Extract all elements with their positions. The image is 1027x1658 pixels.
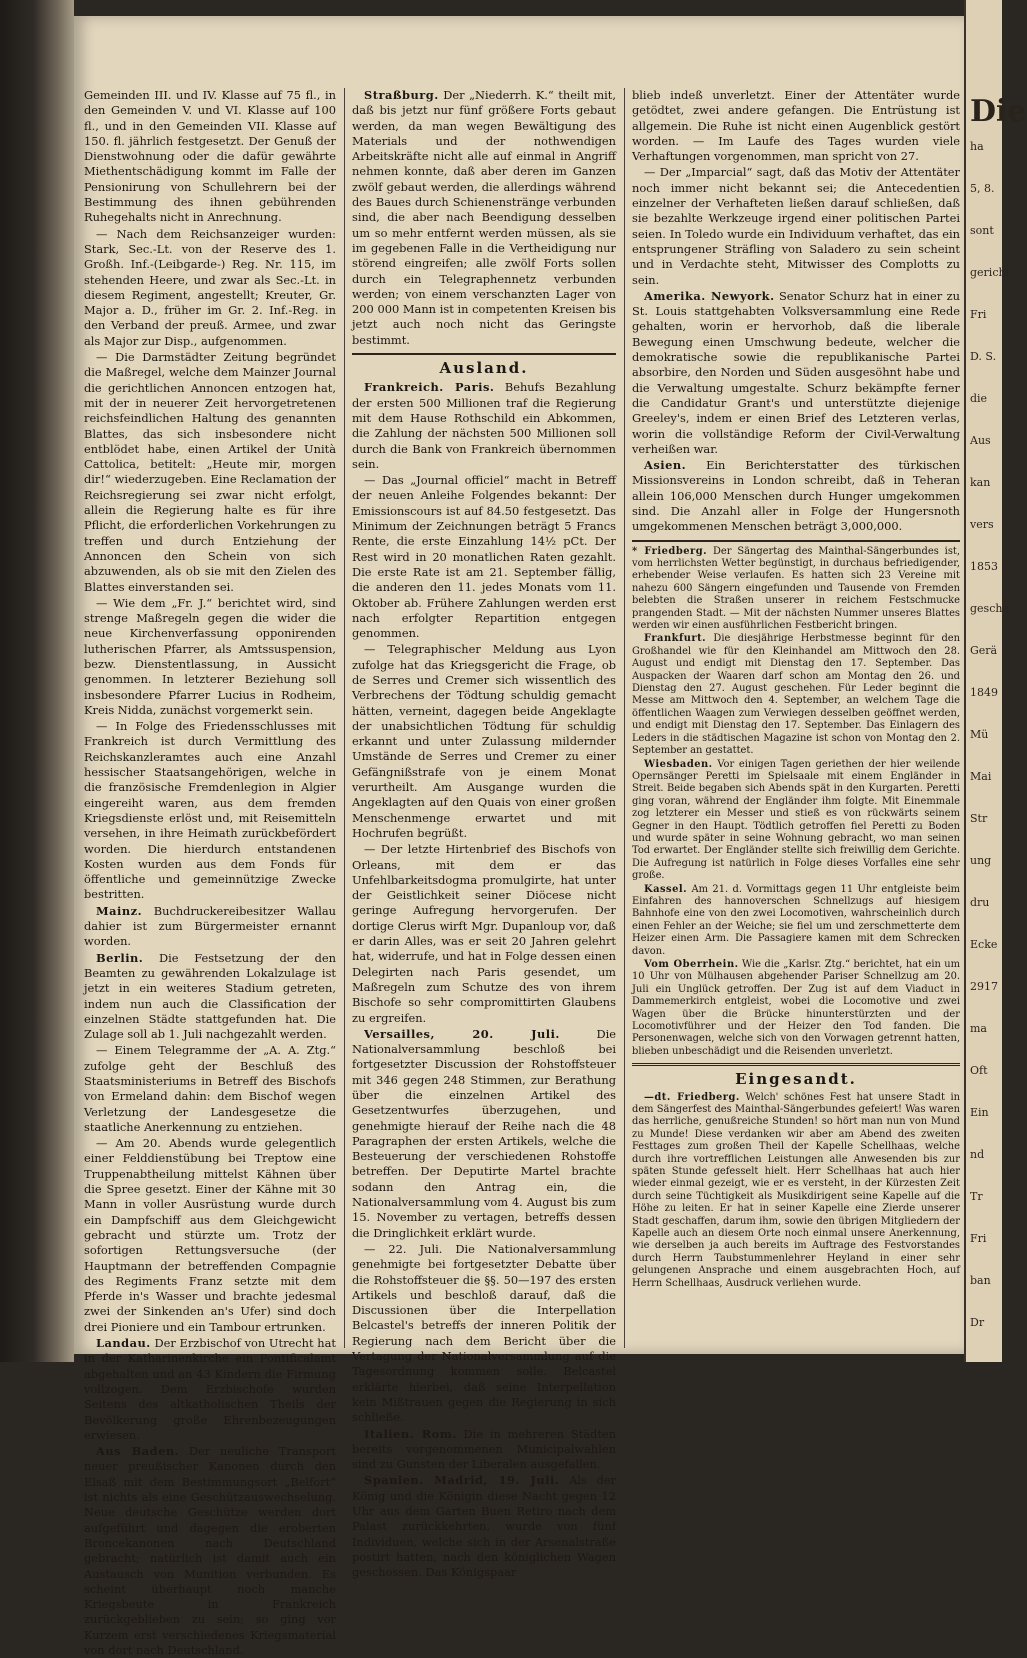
article-paragraph <box>352 380 616 472</box>
article-paragraph <box>352 88 616 348</box>
article-text: Als der König und die Königin diese Nacht gegen 12 Uhr aus dem Garten Buen Retiro nach dem Palast zurückkehrten, wurde von fünf Individuen, welche sich in der Arsenalstraße postirt hatten, nach den königlichen Wagen geschossen. Das Königspaar <box>352 1473 617 1580</box>
facing-page-fragment: D. S. <box>970 350 997 363</box>
article-paragraph <box>352 642 616 841</box>
article-text: Die diesjährige Herbstmesse beginnt für den Großhandel wie für den Kleinhandel am Mittwoch den 28. August und endigt mit Dienstag den 17. September. Das Auspacken der Waaren darf schon am Montag den 26. und Dienstag den 27. August geschehen. Für Leder beginnt die Messe am Mittwoch den 4. September, an welchem Tage die öffentlichen Waagen zum Verwiegen desselben geöffnet werden, und endigt mit Dienstag den 17. September. Das Einlagern des Leders in die städtischen Magazine ist schon von Montag den 2. September an gestattet. <box>632 633 960 757</box>
article-dateline: * Friedberg. <box>632 545 708 557</box>
article-paragraph <box>632 633 960 757</box>
facing-page-fragment: 2917 <box>970 980 998 993</box>
article-dateline: Aus Baden. <box>96 1444 180 1459</box>
facing-page-fragment: 5, 8. <box>970 182 995 195</box>
article-text: Welch' schönes Fest hat unsere Stadt in dem Sängerfest des Mainthal-Sängerbundes gefeiert! Was waren das herrliche, genußreiche Stunden! so hört man nun von Mund zu Munde! Diese verdanken wir aber am Abend des zweiten Festtages zum großen Theil der Kapelle Schellhaas, welche durch ihre vortrefflichen Leistungen alle Anwesenden bis zur späten Stunde gefesselt hielt. Herr Schellhaas hat auch hier wieder einmal gezeigt, wie er es versteht, in der Kürzesten Zeit durch seine Tüchtigkeit als Musikdirigent seine Kapelle auf die Höhe zu leiten. Er hat in seiner Kapelle eine Zierde unserer Stadt geschaffen, darum ihm, sowie den übrigen Mitgliedern der Kapelle auch an diesem Orte noch einmal unsere Anerkennung, wie derselben ja auch bereits im Auftrage des Festvorstandes durch Herrn Taubstummenlehrer Heyland in einer sehr gelungenen Ansprache und einem ausgebrachten Hoch, auf Herrn Schellhaas, Ausdruck verliehen wurde. <box>632 1091 960 1289</box>
facing-page-fragment: Gerä <box>970 644 998 657</box>
article-paragraph <box>84 1136 336 1335</box>
facing-page-fragment: vers <box>970 518 994 531</box>
facing-page-fragment: 1853 <box>970 560 998 573</box>
facing-page-fragment: Str <box>970 812 988 825</box>
column-rule-1 <box>344 88 345 1348</box>
article-paragraph <box>84 719 336 903</box>
facing-page-fragment: nd <box>970 1148 985 1161</box>
article-dateline: —dt. Friedberg. <box>644 1091 740 1103</box>
article-paragraph <box>84 904 336 950</box>
article-dateline: Amerika. Newyork. <box>644 288 775 303</box>
facing-page-fragment: 1849 <box>970 686 998 699</box>
facing-page-fragment: kan <box>970 476 991 489</box>
article-paragraph <box>84 350 336 595</box>
facing-page-fragment: Mai <box>970 770 992 783</box>
article-text: — Am 20. Abends wurde gelegentlich einer Felddienstübung bei Treptow eine Truppenabtheilung mittelst Kähnen über die Spree gesetzt. Einer der Kähne mit 30 Mann in voller Ausrüstung wurde durch ein Dampfschiff aus dem Gleichgewicht gebracht und stürzte um. Trotz der sofortigen Rettungsversuche (der Hauptmann der betreffenden Compagnie des Regiments Franz setzte mit dem Pferde in's Wasser und brachte jedesmal zwei der Sinkenden an's Ufer) sind doch drei Pioniere und ein Tambour ertrunken. <box>84 1136 336 1334</box>
article-text: Am 21. d. Vormittags gegen 11 Uhr entgleiste beim Einfahren des hannoverschen Schnellzugs auf hiesigem Bahnhofe eine von den zwei Locomotiven, wahrscheinlich durch einen Fehler an der Weiche; sie fiel um und zerschmetterte dem Heizer einen Arm. Die Passagiere kamen mit dem Schrecken davon. <box>632 883 960 957</box>
article-text: Die Festsetzung der den Beamten zu gewährenden Lokalzulage ist jetzt in ein weiteres Stadium getreten, indem nun auch die Classification der einzelnen Städte stattgefunden hat. Die Zulage soll ab 1. Juli nachgezahlt werden. <box>84 950 336 1042</box>
article-paragraph <box>632 759 960 883</box>
article-paragraph <box>352 842 616 1026</box>
article-dateline: Frankfurt. <box>644 633 707 645</box>
article-paragraph <box>352 1242 616 1426</box>
article-text: — 22. Juli. Die Nationalversammlung genehmigte bei fortgesetzter Debatte über die Rohstoffsteuer die §§. 50—197 des ersten Artikels und beschloß darauf, daß die Discussionen über die Interpellation Belcastel's betreffs der inneren Politik der Regierung nach dem Bericht über die Vertagung der Nationalversammlung auf die Tagesordnung kommen solle. Belcastel erklärte hierbei, daß seine Interpellation kein Mißtrauen gegen die Regierung in sich schließe. <box>352 1241 616 1425</box>
facing-page-fragment: Dr <box>970 1316 985 1329</box>
article-paragraph <box>84 1336 336 1443</box>
article-text: — Wie dem „Fr. J.“ berichtet wird, sind strenge Maßregeln gegen die wider die neue Kirchenverfassung opponirenden lutherischen Pfarrer, als Amtssuspension, bezw. Dienstentlassung, in Aussicht genommen. In letzterer Beziehung soll insbesondere Pfarrer Lucius in Rodheim, Kreis Nidda, zunächst vorgemerkt sein. <box>84 595 336 717</box>
article-dateline: Landau. <box>96 1336 151 1351</box>
article-text: — Einem Telegramme der „A. A. Ztg.“ zufolge geht der Beschluß des Staatsministeriums in Betreff des Bischofs von Ermeland dahin: dem Bischof wegen Verletzung der Landesgesetze die staatliche Anerkennung zu entziehen. <box>84 1043 336 1134</box>
article-dateline: Italien. Rom. <box>364 1426 457 1441</box>
column-rule-2 <box>624 88 625 1348</box>
article-text: Die Nationalversammlung beschloß bei fortgesetzter Discussion der Rohstoffsteuer mit 346 gegen 248 Stimmen, zur Berathung über die einzelnen Artikel des Gesetzentwurfes überzugehen, und genehmigte hierauf der Reihe nach die 48 Paragraphen der ersten Artikels, welche die Besteuerung der verschiedenen Rohstoffe betreffen. Der Deputirte Martel brachte sodann den Antrag ein, die Nationalversammlung vom 4. August bis zum 15. November zu vertagen, betreffs dessen die Dringlichkeit erklärt wurde. <box>352 1026 616 1240</box>
column-1 <box>84 88 336 1657</box>
article-paragraph <box>352 473 616 641</box>
article-dateline: Asien. <box>644 458 687 473</box>
facing-page-fragment: ban <box>970 1274 991 1287</box>
article-paragraph <box>84 1043 336 1135</box>
article-paragraph <box>84 951 336 1043</box>
article-text: — In Folge des Friedensschlusses mit Frankreich ist durch Vermittlung des Reichskanzleramtes auch eine Anzahl hessischer Staatsangehörigen, welche in die französische Fremdenlegion in Algier eingereiht waren, aus dem fremden Kriegsdienste erlöst und, mit Reisemitteln versehen, in ihre Heimath zurückbefördert worden. Die hierdurch entstandenen Kosten wurden aus dem Fonds für öffentliche und gemeinnützige Zwecke bestritten. <box>84 719 336 902</box>
article-dateline: Spanien. Madrid, 19. Juli. <box>364 1473 560 1488</box>
column-2 <box>352 88 617 1580</box>
article-text: Der neuliche Transport neuer preußischer Kanonen durch den Elsaß mit dem Bestimmungsort „Belfort“ ist nichts als eine Geschützauswechselung. Neue deutsche Geschütze werden dort aufgeführt und dagegen die eroberten Broncekanonen nach Deutschland gebracht; natürlich ist damit auch ein Austausch von Munition verbunden. Es scheint überhaupt noch manche Kriegsbeute in Frankreich zurückgeblieben zu sein; so ging vor Kurzem erst verschiedenes Kriegsmaterial von dort nach Deutschland. <box>84 1444 336 1657</box>
article-dateline: Frankreich. Paris. <box>364 380 495 395</box>
facing-page-fragment: gesche <box>970 602 1009 615</box>
facing-page-fragment: sont <box>970 224 994 237</box>
facing-page-fragment: Fri <box>970 1232 987 1245</box>
column-2-ausland-articles <box>352 380 616 1580</box>
article-text: Senator Schurz hat in einer zu St. Louis stattgehabten Volksversammlung eine Rede gehalten, worin er hervorhob, daß die liberale Bewegung einen Umschwung bedeute, welcher die demokratische sowie die republikanische Partei absorbire, den Norden und Süden ausgesöhnt habe und die Verwaltung umgestalte. Schurz bekämpfte ferner die Candidatur Grant's und unterstützte diejenige Greeley's, indem er einen Brief des Letzteren verlas, worin die vollständige Reform der Civil-Verwaltung verheißen war. <box>632 288 961 456</box>
facing-page-edge <box>964 0 1027 1362</box>
facing-page-fragment: Ecke <box>970 938 998 951</box>
facing-page-fragment: Fri <box>970 308 987 321</box>
facing-page-fragment: Ein <box>970 1106 989 1119</box>
column-3-top-articles <box>632 88 960 535</box>
section-separator-double <box>632 1063 960 1066</box>
section-separator <box>352 353 616 355</box>
article-dateline: Berlin. <box>96 950 144 965</box>
article-dateline: Wiesbaden. <box>644 758 713 770</box>
article-paragraph <box>352 1473 616 1580</box>
article-text: Die in mehreren Städten bereits vorgenommenen Municipalwahlen sind zu Gunsten der Liberalen ausgefallen. <box>352 1426 616 1472</box>
facing-page-fragment: ma <box>970 1022 987 1035</box>
facing-page-fragment: Tr <box>970 1190 983 1203</box>
article-dateline: Versailles, 20. Juli. <box>364 1026 560 1041</box>
article-text: Behufs Bezahlung der ersten 500 Millionen traf die Regierung mit dem Hause Rothschild ein Abkommen, die Zahlung der nächsten 500 Millionen soll durch die Bank von Frankreich übernommen sein. <box>352 380 617 471</box>
column-2-top-articles <box>352 88 616 348</box>
article-text: blieb indeß unverletzt. Einer der Attentäter wurde getödtet, zwei andere gefangen. Die Entrüstung ist allgemein. Die Ruhe ist nicht einen Augenblick gestört worden. — Im Laufe des Tages wurden viele Verhaftungen vorgenommen, man spricht von 27. <box>632 88 960 164</box>
article-paragraph <box>352 1027 616 1241</box>
article-text: — Telegraphischer Meldung aus Lyon zufolge hat das Kriegsgericht die Frage, ob de Serres und Cremer sich wissentlich des Verbrechens der Tödtung schuldig gemacht hätten, verneint, dagegen beide Angeklagte der unabsichtlichen Tödtung für schuldig erkannt und unter Zulassung mildernder Umstände de Serres und Cremer zu einer Gefängnißstrafe von je einem Monat verurtheilt. Am Ausgange wurden die Angeklagten auf den Quais von einer großen Menschenmenge erwartet und mit Hochrufen begrüßt. <box>352 642 616 840</box>
facing-page-fragment: Aus <box>970 434 991 447</box>
article-dateline: Kassel. <box>644 883 688 895</box>
facing-page-fragment: Die <box>970 94 1027 129</box>
article-paragraph <box>632 289 960 457</box>
article-text: Ein Berichterstatter des türkischen Missionsvereins in London schreibt, daß in Teheran allein 106,000 Menschen durch Hunger umgekommen sind. Die Anzahl aller in Folge der Hungersnoth umgekommenen Menschen beträgt 3,000,000. <box>632 458 961 534</box>
article-paragraph <box>632 959 960 1058</box>
article-text: Der Erzbischof von Utrecht hat in der Katharinenkirche ein Pontificalamt abgehalten und an 43 Kindern die Firmung vollzogen. Dem Erzbischofe wurden Seitens des altkatholischen Theils der Bevölkerung große Ehrenbezeugungen erwiesen. <box>84 1336 336 1442</box>
article-text: Der „Niederrh. K.“ theilt mit, daß bis jetzt nur fünf größere Forts gebaut werden, da man wegen Bewältigung des Materials und der nothwendigen Arbeitskräfte nicht alle auf einmal in Angriff nehmen konnte, daß aber deren im Ganzen zwölf gebaut werden, die allerdings während des Baues durch Schienenstränge verbunden sind, die aber nach Beendigung desselben um so mehr entfernt werden müssen, als sie im gegebenen Falle in die Vertheidigung nur störend eingreifen; alle zwölf Forts sollen durch ein Telegraphennetz verbunden werden; von einem verschanzten Lager von 200 000 Mann ist in competenten Kreisen bis jetzt auch noch nicht das Geringste bestimmt. <box>352 88 616 347</box>
column-3-eingesandt <box>632 1092 960 1291</box>
facing-page-fragment: dru <box>970 896 990 909</box>
article-paragraph <box>632 546 960 633</box>
article-text: Der Sängertag des Mainthal-Sängerbundes ist, vom herrlichsten Wetter begünstigt, in durchaus befriedigender, erhebender Weise verlaufen. Es hatten sich 23 Vereine mit nahezu 600 Sängern eingefunden und Tausende von Fremden belebten die Straßen unserer in reichem Festschmucke prangenden Stadt. — Mit der nächsten Nummer unseres Blattes werden wir einen ausführlichen Festbericht bringen. <box>632 545 960 632</box>
article-paragraph <box>632 1092 960 1291</box>
article-paragraph <box>84 227 336 349</box>
article-text: — Die Darmstädter Zeitung begründet die Maßregel, welche dem Mainzer Journal die gerichtlichen Annoncen entzogen hat, mit der in neuerer Zeit hervorgetretenen reichsfeindlichen Haltung des genannten Blattes, das sich insbesondere nicht entblödet habe, einen Artikel der Unità Cattolica, betitelt: „Heute mir, morgen dir!“ wiederzugeben. Eine Reclamation der Reichsregierung sei zwar nicht erfolgt, allein die Regierung halte es für ihre Pflicht, die erforderlichen Vorkehrungen zu treffen und durch Entziehung der Annoncen den Schein von sich abzuwenden, als ob sie mit den Zielen des Blattes einverstanden sei. <box>84 350 336 594</box>
article-paragraph <box>632 165 960 287</box>
article-text: Buchdruckereibesitzer Wallau dahier ist zum Bürgermeister ernannt worden. <box>84 903 336 949</box>
article-text: Vor einigen Tagen geriethen der hier weilende Opernsänger Peretti im Spielsaale mit einem Engländer in Streit. Beide begaben sich Abends spät in den Kurgarten. Peretti ging voran, während der Engländer ihm folgte. Mit Einemmale zog letzterer ein Messer und stieß es von rückwärts seinem Gegner in den Haupt. Tödtlich getroffen fiel Peretti zu Boden und wurde später in seine Wohnung gebracht, wo man seinen Tod erwartet. Der Engländer stellte sich freiwillig dem Gerichte. Die Aufregung ist natürlich in Folge dieses Vorfalles eine sehr große. <box>632 758 961 882</box>
article-paragraph <box>84 596 336 718</box>
article-paragraph <box>352 1427 616 1473</box>
facing-page-fragment: Oft <box>970 1064 988 1077</box>
article-dateline: Straßburg. <box>364 88 439 102</box>
article-text: — Der letzte Hirtenbrief des Bischofs von Orleans, mit dem er das Unfehlbarkeitsdogma promulgirte, hat unter der Geistlichkeit seiner Diöcese nicht geringe Aufregung hervorgerufen. Der dortige Clerus wirft Mgr. Dupanloup vor, daß er darin Alles, was er seit 20 Jahren gelehrt hat, widerrufe, und hat in Folge dessen einen Delegirten nach Paris gesendet, um Maßregeln zum Schutze des von ihrem Bischofe so sehr compromittirten Glaubens zu ergreifen. <box>352 842 616 1025</box>
article-paragraph <box>84 88 336 226</box>
section-separator <box>632 540 960 542</box>
article-dateline: Vom Oberrhein. <box>644 959 739 971</box>
article-paragraph <box>632 458 960 534</box>
section-heading-eingesandt: Eingesandt. <box>735 1070 857 1089</box>
facing-page-fragment: Mü <box>970 728 989 741</box>
article-paragraph <box>632 884 960 958</box>
facing-page-fragment: ha <box>970 140 984 153</box>
article-dateline: Mainz. <box>96 903 143 918</box>
article-paragraph <box>84 1444 336 1658</box>
article-text: Wie die „Karlsr. Ztg.“ berichtet, hat ein um 10 Uhr von Mülhausen abgehender Pariser Schnellzug am 20. Juli ein Unglück getroffen. Der Zug ist auf dem Viaduct in Dammemerkirch entgleist, wobei die Locomotive und zwei Wagen über die Brücke hinunterstürzten und der Locomotivführer und der Heizer den Tod fanden. Die Personenwagen, welche sich von den Vorwagen getrennt hatten, blieben unbeschädigt und die Reisenden unverletzt. <box>632 959 960 1057</box>
facing-page-fragment: gericht <box>970 266 1010 279</box>
column-3 <box>632 88 960 1348</box>
section-heading-ausland: Ausland. <box>439 359 529 378</box>
article-text: — Das „Journal officiel“ macht in Betreff der neuen Anleihe Folgendes bekannt: Der Emissionscours ist auf 84.50 festgesetzt. Das Minimum der Zeichnungen beträgt 5 Francs Rente, die erste Einzahlung 14½ pCt. Der Rest wird in 20 monatlichen Raten gezahlt. Die erste Rate ist am 21. September fällig, die anderen den 11. jedes Monats vom 11. Oktober ab. Frühere Zahlungen werden erst nach erfolgter Repartition entgegen genommen. <box>352 473 616 641</box>
article-paragraph <box>632 88 960 164</box>
book-binding <box>0 0 74 1362</box>
facing-page-fragment: ung <box>970 854 992 867</box>
article-text: Gemeinden III. und IV. Klasse auf 75 fl., in den Gemeinden V. und VI. Klasse auf 100 fl., und in den Gemeinden VII. Klasse auf 150. fl. jährlich festgesetzt. Der Genuß der Dienstwohnung oder die dafür gewährte Miethentschädigung kommt im Falle der Pensionirung von Schullehrern bei der Bestimmung des ihnen gebührenden Ruhegehalts nicht in Anrechnung. <box>84 88 336 225</box>
article-text: — Nach dem Reichsanzeiger wurden: Stark, Sec.-Lt. von der Reserve des 1. Großh. Inf.-(Leibgarde-) Reg. Nr. 115, im stehenden Heere, und zwar als Sec.-Lt. in diesem Regiment, angestellt; Kreuter, Gr. Major a. D., früher im Gr. 2. Inf.-Reg. in den Verband der preuß. Armee, und zwar als Major zur Disp., aufgenommen. <box>84 226 336 348</box>
column-3-local-news <box>632 546 960 1059</box>
facing-page-fragment: die <box>970 392 988 405</box>
article-text: — Der „Imparcial“ sagt, daß das Motiv der Attentäter noch immer nicht bekannt sei; die Antecedentien einzelner der Verhafteten ließen darauf schließen, daß sie bezahlte Werkzeuge irgend einer politischen Partei seien. In Toledo wurde ein Individuum verhaftet, das ein entsprungener Sträfling von Saladero zu sein scheint und in Verdachte steht, Mitwisser des Complotts zu sein. <box>632 165 960 287</box>
